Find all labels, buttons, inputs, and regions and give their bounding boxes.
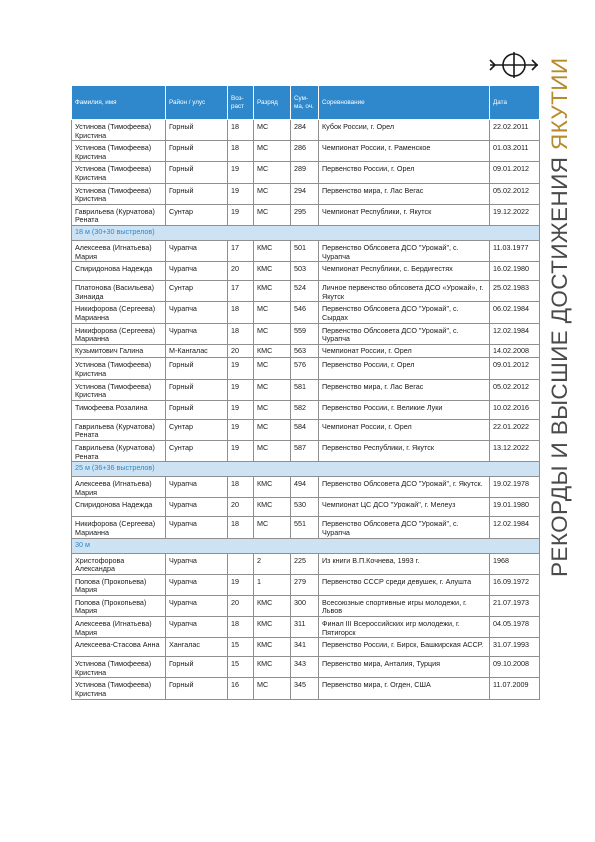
cell-score: 311 bbox=[291, 617, 319, 638]
cell-date: 31.07.1993 bbox=[490, 638, 540, 657]
section-label: 25 м (36+36 выстрелов) bbox=[72, 462, 540, 477]
cell-district: Чурапча bbox=[166, 323, 228, 344]
side-title-part1: РЕКОРДЫ И ВЫСШИЕ ДОСТИЖЕНИЯ bbox=[547, 156, 572, 577]
cell-score: 225 bbox=[291, 553, 319, 574]
cell-competition: Чемпионат России, г. Орел bbox=[319, 419, 490, 440]
cell-competition: Первенство Республики, г. Якутск bbox=[319, 440, 490, 461]
cell-score: 295 bbox=[291, 204, 319, 225]
cell-age: 18 bbox=[228, 517, 254, 538]
cell-district: Сунтар bbox=[166, 419, 228, 440]
cell-age: 19 bbox=[228, 204, 254, 225]
archery-target-logo-icon bbox=[488, 50, 540, 80]
cell-rank: КМС bbox=[254, 657, 291, 678]
cell-competition: Личное первенство облсовета ДСО «Урожай», г. Якутск bbox=[319, 281, 490, 302]
table-row bbox=[72, 204, 540, 225]
cell-date: 19.02.1978 bbox=[490, 477, 540, 498]
cell-district: Чурапча bbox=[166, 302, 228, 323]
cell-age: 19 bbox=[228, 400, 254, 419]
cell-rank: МС bbox=[254, 204, 291, 225]
cell-rank: КМС bbox=[254, 617, 291, 638]
cell-age bbox=[228, 553, 254, 574]
cell-competition: Кубок России, г. Орел bbox=[319, 120, 490, 141]
cell-rank: КМС bbox=[254, 281, 291, 302]
cell-score: 524 bbox=[291, 281, 319, 302]
cell-date: 05.02.2012 bbox=[490, 183, 540, 204]
cell-score: 343 bbox=[291, 657, 319, 678]
cell-score: 503 bbox=[291, 262, 319, 281]
cell-district: Горный bbox=[166, 379, 228, 400]
cell-score: 345 bbox=[291, 678, 319, 699]
section-row bbox=[72, 462, 540, 477]
table-row bbox=[72, 657, 540, 678]
table-row bbox=[72, 120, 540, 141]
cell-rank: МС bbox=[254, 419, 291, 440]
header-age: Воз-раст bbox=[228, 86, 254, 120]
side-title-part2: ЯКУТИИ bbox=[547, 57, 572, 150]
cell-competition: Первенство России, г. Бирск, Башкирская АССР. bbox=[319, 638, 490, 657]
cell-age: 18 bbox=[228, 302, 254, 323]
cell-rank: МС bbox=[254, 517, 291, 538]
cell-date: 09.01.2012 bbox=[490, 358, 540, 379]
table-row bbox=[72, 358, 540, 379]
cell-district: Чурапча bbox=[166, 240, 228, 261]
cell-rank: МС bbox=[254, 141, 291, 162]
cell-competition: Первенство Облсовета ДСО "Урожай", с. Чурапча bbox=[319, 323, 490, 344]
cell-competition: Финал III Всероссийских игр молодежи, г. Пятигорск bbox=[319, 617, 490, 638]
cell-district: Горный bbox=[166, 162, 228, 183]
table-row bbox=[72, 419, 540, 440]
cell-rank: КМС bbox=[254, 240, 291, 261]
table-row bbox=[72, 323, 540, 344]
cell-name: Попова (Прокопьева) Мария bbox=[72, 574, 166, 595]
cell-competition: Первенство Облсовета ДСО "Урожай", с. Чурапча bbox=[319, 517, 490, 538]
cell-age: 17 bbox=[228, 281, 254, 302]
cell-name: Алексеева (Игнатьева) Мария bbox=[72, 477, 166, 498]
cell-date: 12.02.1984 bbox=[490, 323, 540, 344]
cell-district: Чурапча bbox=[166, 477, 228, 498]
cell-name: Тимофеева Розалина bbox=[72, 400, 166, 419]
cell-age: 19 bbox=[228, 574, 254, 595]
cell-rank: КМС bbox=[254, 498, 291, 517]
table-row bbox=[72, 379, 540, 400]
cell-date: 01.03.2011 bbox=[490, 141, 540, 162]
cell-age: 18 bbox=[228, 141, 254, 162]
cell-rank: КМС bbox=[254, 344, 291, 358]
cell-age: 16 bbox=[228, 678, 254, 699]
cell-age: 15 bbox=[228, 638, 254, 657]
cell-score: 587 bbox=[291, 440, 319, 461]
cell-district: Чурапча bbox=[166, 617, 228, 638]
cell-date: 22.02.2011 bbox=[490, 120, 540, 141]
cell-name: Устинова (Тимофеева) Кристина bbox=[72, 162, 166, 183]
cell-score: 286 bbox=[291, 141, 319, 162]
cell-score: 300 bbox=[291, 595, 319, 616]
cell-district: Чурапча bbox=[166, 517, 228, 538]
cell-rank: МС bbox=[254, 302, 291, 323]
cell-competition: Из книги В.П.Кочнева, 1993 г. bbox=[319, 553, 490, 574]
table-row bbox=[72, 183, 540, 204]
cell-date: 11.03.1977 bbox=[490, 240, 540, 261]
records-table bbox=[71, 85, 540, 700]
table-row bbox=[72, 477, 540, 498]
table-row bbox=[72, 302, 540, 323]
cell-district: Горный bbox=[166, 657, 228, 678]
cell-competition: Первенство Облсовета ДСО "Урожай", г. Якутск. bbox=[319, 477, 490, 498]
cell-name: Платонова (Васильева) Зинаида bbox=[72, 281, 166, 302]
table-row bbox=[72, 678, 540, 699]
cell-name: Устинова (Тимофеева) Кристина bbox=[72, 120, 166, 141]
cell-competition: Первенство мира, г. Лас Вегас bbox=[319, 183, 490, 204]
cell-name: Гаврильева (Курчатова) Рената bbox=[72, 440, 166, 461]
cell-district: Горный bbox=[166, 400, 228, 419]
cell-score: 559 bbox=[291, 323, 319, 344]
header-rank: Разряд bbox=[254, 86, 291, 120]
cell-date: 19.01.1980 bbox=[490, 498, 540, 517]
cell-age: 18 bbox=[228, 477, 254, 498]
header-date: Дата bbox=[490, 86, 540, 120]
cell-name: Гаврильева (Курчатова) Рената bbox=[72, 419, 166, 440]
section-row bbox=[72, 538, 540, 553]
cell-score: 284 bbox=[291, 120, 319, 141]
cell-date: 21.07.1973 bbox=[490, 595, 540, 616]
cell-competition: Первенство мира, г. Лас Вегас bbox=[319, 379, 490, 400]
cell-age: 18 bbox=[228, 120, 254, 141]
cell-age: 18 bbox=[228, 323, 254, 344]
table-row bbox=[72, 141, 540, 162]
cell-rank: КМС bbox=[254, 262, 291, 281]
cell-score: 289 bbox=[291, 162, 319, 183]
cell-date: 09.01.2012 bbox=[490, 162, 540, 183]
cell-date: 09.10.2008 bbox=[490, 657, 540, 678]
cell-rank: МС bbox=[254, 183, 291, 204]
cell-rank: МС bbox=[254, 379, 291, 400]
cell-rank: КМС bbox=[254, 595, 291, 616]
table-row bbox=[72, 595, 540, 616]
cell-name: Никифорова (Сергеева) Марианна bbox=[72, 302, 166, 323]
cell-date: 10.02.2016 bbox=[490, 400, 540, 419]
cell-score: 563 bbox=[291, 344, 319, 358]
section-label: 18 м (30+30 выстрелов) bbox=[72, 225, 540, 240]
table-row bbox=[72, 498, 540, 517]
cell-age: 18 bbox=[228, 617, 254, 638]
cell-age: 19 bbox=[228, 379, 254, 400]
table-row bbox=[72, 553, 540, 574]
cell-district: Горный bbox=[166, 358, 228, 379]
cell-score: 341 bbox=[291, 638, 319, 657]
cell-competition: Чемпионат Республики, с. Бердигестях bbox=[319, 262, 490, 281]
cell-date: 16.09.1972 bbox=[490, 574, 540, 595]
header-competition: Соревнование bbox=[319, 86, 490, 120]
table-row bbox=[72, 162, 540, 183]
cell-rank: КМС bbox=[254, 638, 291, 657]
cell-rank: МС bbox=[254, 678, 291, 699]
cell-competition: Чемпионат Республики, г. Якутск bbox=[319, 204, 490, 225]
cell-competition: Чемпионат России, г. Орел bbox=[319, 344, 490, 358]
cell-name: Устинова (Тимофеева) Кристина bbox=[72, 183, 166, 204]
cell-score: 582 bbox=[291, 400, 319, 419]
cell-age: 15 bbox=[228, 657, 254, 678]
cell-rank: МС bbox=[254, 323, 291, 344]
cell-district: Чурапча bbox=[166, 262, 228, 281]
cell-rank: МС bbox=[254, 400, 291, 419]
cell-score: 581 bbox=[291, 379, 319, 400]
header-name: Фамилия, имя bbox=[72, 86, 166, 120]
table-row bbox=[72, 262, 540, 281]
cell-district: Чурапча bbox=[166, 574, 228, 595]
cell-name: Никифорова (Сергеева) Марианна bbox=[72, 517, 166, 538]
cell-name: Попова (Прокопьева) Мария bbox=[72, 595, 166, 616]
cell-rank: 2 bbox=[254, 553, 291, 574]
cell-date: 25.02.1983 bbox=[490, 281, 540, 302]
cell-rank: МС bbox=[254, 162, 291, 183]
cell-score: 546 bbox=[291, 302, 319, 323]
cell-district: Чурапча bbox=[166, 498, 228, 517]
cell-rank: МС bbox=[254, 358, 291, 379]
cell-competition: Первенство Облсовета ДСО "Урожай", с. Сырдах bbox=[319, 302, 490, 323]
cell-age: 19 bbox=[228, 419, 254, 440]
cell-date: 12.02.1984 bbox=[490, 517, 540, 538]
cell-name: Устинова (Тимофеева) Кристина bbox=[72, 657, 166, 678]
cell-district: Сунтар bbox=[166, 281, 228, 302]
cell-competition: Первенство СССР среди девушек, г. Алушта bbox=[319, 574, 490, 595]
cell-date: 05.02.2012 bbox=[490, 379, 540, 400]
table-row bbox=[72, 344, 540, 358]
cell-score: 530 bbox=[291, 498, 319, 517]
cell-district: Горный bbox=[166, 141, 228, 162]
cell-age: 19 bbox=[228, 183, 254, 204]
cell-age: 17 bbox=[228, 240, 254, 261]
cell-name: Алексеева-Стасова Анна bbox=[72, 638, 166, 657]
cell-name: Устинова (Тимофеева) Кристина bbox=[72, 379, 166, 400]
cell-district: Хангалас bbox=[166, 638, 228, 657]
table-row bbox=[72, 400, 540, 419]
table-header-row bbox=[72, 86, 540, 120]
cell-score: 494 bbox=[291, 477, 319, 498]
cell-score: 551 bbox=[291, 517, 319, 538]
table-row bbox=[72, 517, 540, 538]
cell-age: 20 bbox=[228, 262, 254, 281]
cell-district: Чурапча bbox=[166, 595, 228, 616]
cell-age: 20 bbox=[228, 498, 254, 517]
cell-date: 14.02.2008 bbox=[490, 344, 540, 358]
cell-competition: Первенство России, г. Великие Луки bbox=[319, 400, 490, 419]
cell-district: Сунтар bbox=[166, 440, 228, 461]
cell-competition: Чемпионат России, г. Раменское bbox=[319, 141, 490, 162]
cell-name: Гаврильева (Курчатова) Рената bbox=[72, 204, 166, 225]
cell-age: 19 bbox=[228, 440, 254, 461]
cell-competition: Первенство Облсовета ДСО "Урожай", с. Чурапча bbox=[319, 240, 490, 261]
cell-date: 04.05.1978 bbox=[490, 617, 540, 638]
cell-rank: КМС bbox=[254, 477, 291, 498]
cell-date: 11.07.2009 bbox=[490, 678, 540, 699]
cell-date: 1968 bbox=[490, 553, 540, 574]
cell-name: Никифорова (Сергеева) Марианна bbox=[72, 323, 166, 344]
cell-name: Устинова (Тимофеева) Кристина bbox=[72, 141, 166, 162]
cell-score: 279 bbox=[291, 574, 319, 595]
cell-score: 584 bbox=[291, 419, 319, 440]
cell-competition: Первенство мира, Анталия, Турция bbox=[319, 657, 490, 678]
cell-district: Горный bbox=[166, 183, 228, 204]
cell-name: Алексеева (Игнатьева) Мария bbox=[72, 617, 166, 638]
cell-district: Горный bbox=[166, 120, 228, 141]
cell-competition: Первенство России, г. Орел bbox=[319, 358, 490, 379]
cell-date: 06.02.1984 bbox=[490, 302, 540, 323]
cell-competition: Первенство мира, г. Огден, США bbox=[319, 678, 490, 699]
cell-age: 19 bbox=[228, 358, 254, 379]
cell-rank: МС bbox=[254, 440, 291, 461]
cell-score: 576 bbox=[291, 358, 319, 379]
cell-age: 19 bbox=[228, 162, 254, 183]
cell-district: Горный bbox=[166, 678, 228, 699]
table-row bbox=[72, 638, 540, 657]
cell-competition: Первенство России, г. Орел bbox=[319, 162, 490, 183]
table-row bbox=[72, 574, 540, 595]
cell-date: 16.02.1980 bbox=[490, 262, 540, 281]
cell-date: 22.01.2022 bbox=[490, 419, 540, 440]
cell-name: Кузьмитович Галина bbox=[72, 344, 166, 358]
table-row bbox=[72, 240, 540, 261]
cell-score: 501 bbox=[291, 240, 319, 261]
cell-rank: МС bbox=[254, 120, 291, 141]
header-score: Сум-ма, оч. bbox=[291, 86, 319, 120]
table-row bbox=[72, 440, 540, 461]
side-title bbox=[548, 58, 572, 577]
cell-date: 13.12.2022 bbox=[490, 440, 540, 461]
table-row bbox=[72, 617, 540, 638]
cell-name: Христофорова Александра bbox=[72, 553, 166, 574]
cell-age: 20 bbox=[228, 344, 254, 358]
cell-name: Устинова (Тимофеева) Кристина bbox=[72, 678, 166, 699]
cell-district: Сунтар bbox=[166, 204, 228, 225]
cell-date: 19.12.2022 bbox=[490, 204, 540, 225]
section-label: 30 м bbox=[72, 538, 540, 553]
section-row bbox=[72, 225, 540, 240]
cell-competition: Всесоюзные спортивные игры молодежи, г. Львов bbox=[319, 595, 490, 616]
cell-age: 20 bbox=[228, 595, 254, 616]
header-district: Район / улус bbox=[166, 86, 228, 120]
cell-district: М-Кангалас bbox=[166, 344, 228, 358]
cell-score: 294 bbox=[291, 183, 319, 204]
cell-rank: 1 bbox=[254, 574, 291, 595]
cell-name: Алексеева (Игнатьева) Мария bbox=[72, 240, 166, 261]
cell-district: Чурапча bbox=[166, 553, 228, 574]
table-row bbox=[72, 281, 540, 302]
cell-name: Устинова (Тимофеева) Кристина bbox=[72, 358, 166, 379]
cell-name: Спиридонова Надежда bbox=[72, 498, 166, 517]
cell-competition: Чемпионат ЦС ДСО "Урожай", г. Мелеуз bbox=[319, 498, 490, 517]
cell-name: Спиридонова Надежда bbox=[72, 262, 166, 281]
